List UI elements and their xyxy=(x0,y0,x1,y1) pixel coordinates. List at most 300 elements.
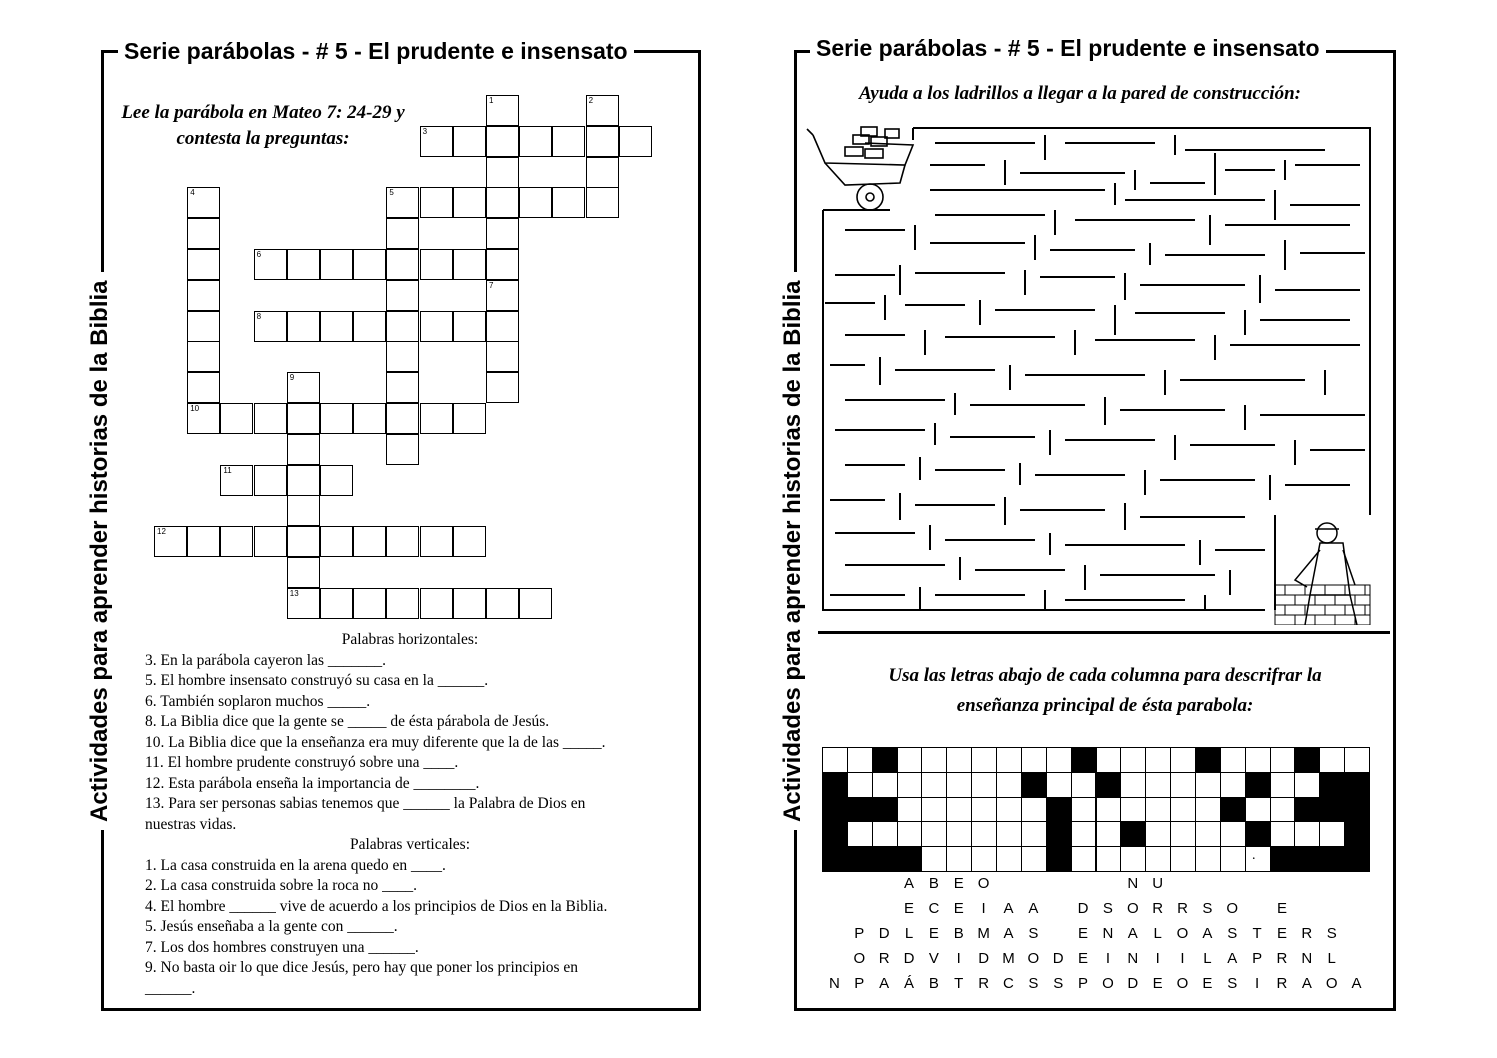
crossword-cell[interactable] xyxy=(320,403,353,434)
crossword-cell[interactable] xyxy=(154,526,187,557)
crossword-cell[interactable] xyxy=(287,249,320,280)
crossword-cell[interactable] xyxy=(287,588,320,619)
crossword-cell[interactable] xyxy=(320,526,353,557)
crossword-cell[interactable] xyxy=(287,465,320,496)
left-page-header: Serie parábolas - # 5 - El prudente e insensato xyxy=(118,38,634,65)
quote-cell[interactable] xyxy=(1294,821,1320,847)
quote-cell[interactable] xyxy=(946,797,972,823)
puzzle-instruction-line-2: enseñanza principal de ésta parabola: xyxy=(956,695,1254,716)
quote-cell xyxy=(1294,797,1320,823)
crossword-cell[interactable] xyxy=(187,372,220,403)
crossword-cell[interactable] xyxy=(353,249,386,280)
quote-cell xyxy=(1344,772,1370,798)
column-letter[interactable]: S xyxy=(1102,900,1113,917)
quote-cell xyxy=(822,772,848,798)
crossword-cell[interactable] xyxy=(453,187,486,218)
quote-cell[interactable] xyxy=(872,772,898,798)
quote-cell[interactable] xyxy=(1071,821,1097,847)
quote-cell[interactable] xyxy=(1245,846,1271,872)
column-letter[interactable]: A xyxy=(1127,925,1138,942)
crossword-cell[interactable] xyxy=(586,126,619,157)
column-letter[interactable]: S xyxy=(1028,925,1039,942)
crossword-cell[interactable] xyxy=(453,311,486,342)
horizontal-clue: 3. En la parábola cayeron las _______. xyxy=(145,651,387,669)
crossword-cell[interactable] xyxy=(220,403,253,434)
column-letter[interactable]: D xyxy=(978,950,990,967)
crossword-cell[interactable] xyxy=(187,403,220,434)
crossword-cell[interactable] xyxy=(420,187,453,218)
quote-cell[interactable] xyxy=(1270,821,1296,847)
quote-cell[interactable] xyxy=(921,821,947,847)
column-letter[interactable]: I xyxy=(956,950,961,967)
column-letter[interactable]: A xyxy=(1003,925,1014,942)
crossword-cell[interactable] xyxy=(486,157,519,188)
quote-cell[interactable] xyxy=(946,772,972,798)
crossword-cell[interactable] xyxy=(586,95,619,126)
quote-cell[interactable] xyxy=(1120,846,1146,872)
column-letter[interactable]: I xyxy=(1180,950,1185,967)
column-letter[interactable]: L xyxy=(1153,925,1162,942)
column-letter[interactable]: R xyxy=(1276,950,1288,967)
quote-cell[interactable] xyxy=(1145,797,1171,823)
crossword-cell[interactable] xyxy=(519,588,552,619)
column-letter[interactable]: O xyxy=(977,875,990,892)
column-letter[interactable]: D xyxy=(903,950,915,967)
crossword-cell[interactable] xyxy=(320,249,353,280)
crossword-clues xyxy=(145,630,685,999)
quote-cell[interactable] xyxy=(897,772,923,798)
quote-cell[interactable] xyxy=(1120,797,1146,823)
crossword-cell[interactable] xyxy=(486,588,519,619)
quote-cell xyxy=(1344,821,1370,847)
column-letter[interactable]: M xyxy=(977,925,990,942)
quote-cell[interactable] xyxy=(996,797,1022,823)
column-letter[interactable]: D xyxy=(1077,900,1089,917)
crossword-cell[interactable] xyxy=(353,311,386,342)
column-letter[interactable]: N xyxy=(829,975,840,992)
crossword-cell[interactable] xyxy=(386,187,419,218)
quote-cell[interactable] xyxy=(971,747,997,773)
crossword-cell[interactable] xyxy=(386,403,419,434)
wheelbarrow-bricks-icon xyxy=(807,127,913,210)
quote-cell[interactable] xyxy=(1145,772,1171,798)
quote-cell[interactable] xyxy=(1170,747,1196,773)
quote-cell[interactable] xyxy=(1195,772,1221,798)
crossword-cell[interactable] xyxy=(453,249,486,280)
vertical-clue: 2. La casa construida sobre la roca no ____. xyxy=(145,877,418,894)
quote-cell[interactable] xyxy=(1170,772,1196,798)
quote-cell[interactable] xyxy=(1120,772,1146,798)
column-letter[interactable]: N xyxy=(1301,950,1313,967)
quote-cell[interactable] xyxy=(921,846,947,872)
vertical-clue: 1. La casa construida en la arena quedo en ____. xyxy=(145,856,446,874)
column-letter[interactable]: R xyxy=(1276,975,1288,992)
crossword-cell[interactable] xyxy=(386,372,419,403)
crossword-cell[interactable] xyxy=(420,249,453,280)
horizontal-clue: 12. Esta parábola enseña la importancia de ________. xyxy=(145,774,480,792)
crossword-cell[interactable] xyxy=(420,126,453,157)
quote-cell[interactable] xyxy=(1145,846,1171,872)
crossword-cell[interactable] xyxy=(552,187,585,218)
crossword-cell[interactable] xyxy=(386,218,419,249)
column-letter[interactable]: P xyxy=(1252,950,1263,967)
crossword-cell[interactable] xyxy=(386,280,419,311)
column-letter[interactable]: A xyxy=(1301,975,1312,992)
quote-cell[interactable] xyxy=(847,747,873,773)
quote-cell[interactable] xyxy=(872,821,898,847)
column-letter[interactable]: O xyxy=(1325,975,1338,992)
crossword-cell[interactable] xyxy=(420,311,453,342)
crossword-cell[interactable] xyxy=(287,557,320,588)
quote-cell[interactable] xyxy=(1145,821,1171,847)
crossword-cell[interactable] xyxy=(386,249,419,280)
column-letter[interactable]: L xyxy=(1203,950,1212,967)
quote-cell[interactable] xyxy=(1319,821,1345,847)
crossword-cell[interactable] xyxy=(486,95,519,126)
vertical-clue: 4. El hombre ______ vive de acuerdo a los principios de Dios en la Biblia. xyxy=(145,897,608,915)
column-letter[interactable]: S xyxy=(1028,975,1039,992)
crossword-cell[interactable] xyxy=(287,311,320,342)
quote-cell[interactable] xyxy=(921,747,947,773)
section-divider xyxy=(818,631,1390,634)
crossword-cell[interactable] xyxy=(353,403,386,434)
quote-cell[interactable] xyxy=(1046,772,1072,798)
crossword-cell[interactable] xyxy=(619,126,652,157)
quote-cell[interactable] xyxy=(1294,772,1320,798)
column-letter[interactable]: O xyxy=(1176,975,1189,992)
column-letter[interactable]: S xyxy=(1227,925,1238,942)
quote-cell[interactable] xyxy=(996,772,1022,798)
crossword-cell[interactable] xyxy=(320,588,353,619)
column-letter[interactable]: E xyxy=(1276,925,1287,942)
crossword-cell[interactable] xyxy=(453,403,486,434)
crossword-cell[interactable] xyxy=(486,341,519,372)
crossword-cell[interactable] xyxy=(486,126,519,157)
crossword-cell[interactable] xyxy=(187,280,220,311)
column-letter[interactable]: R xyxy=(1152,900,1164,917)
quote-cell[interactable] xyxy=(1245,797,1271,823)
column-letter[interactable]: S xyxy=(1227,975,1238,992)
vertical-clue: ______. xyxy=(145,979,196,997)
column-letter[interactable]: A xyxy=(1351,975,1362,992)
crossword-cell[interactable] xyxy=(486,249,519,280)
quote-cell[interactable] xyxy=(1046,747,1072,773)
quote-cell xyxy=(1245,821,1271,847)
column-letter[interactable]: N xyxy=(1102,925,1114,942)
bricklayer-worker-icon xyxy=(1275,523,1370,625)
quote-cell[interactable] xyxy=(822,747,848,773)
quote-cell xyxy=(1071,747,1097,773)
column-letter[interactable]: O xyxy=(853,950,866,967)
horizontal-clue: 8. La Biblia dice que la gente se _____ de ésta párabola de Jesús. xyxy=(145,713,550,730)
clue-number: 2 xyxy=(588,96,594,105)
quote-cell[interactable] xyxy=(921,772,947,798)
quote-cell[interactable] xyxy=(1021,797,1047,823)
quote-cell[interactable] xyxy=(971,846,997,872)
grid-dot: . xyxy=(1252,848,1256,863)
column-letter[interactable]: N xyxy=(1127,875,1139,892)
right-page-header: Serie parábolas - # 5 - El prudente e insensato xyxy=(810,35,1326,62)
column-letter[interactable]: T xyxy=(954,975,964,992)
quote-cell[interactable] xyxy=(1071,772,1097,798)
column-letter[interactable]: S xyxy=(1053,975,1064,992)
quote-cell[interactable] xyxy=(1195,846,1221,872)
column-letter[interactable]: E xyxy=(1078,950,1089,967)
column-letter[interactable]: S xyxy=(1326,925,1337,942)
crossword-cell[interactable] xyxy=(586,157,619,188)
quote-cell[interactable] xyxy=(1071,797,1097,823)
crossword-cell[interactable] xyxy=(187,311,220,342)
clue-number: 6 xyxy=(256,250,262,259)
crossword-cell[interactable] xyxy=(287,526,320,557)
crossword-cell[interactable] xyxy=(187,187,220,218)
column-letter[interactable]: O xyxy=(1102,975,1114,992)
column-letter[interactable]: A xyxy=(1227,950,1238,967)
column-letter[interactable]: A xyxy=(904,875,915,892)
quote-cell[interactable] xyxy=(1170,846,1196,872)
crossword-cell[interactable] xyxy=(187,341,220,372)
quote-cell xyxy=(1294,747,1320,773)
crossword-cell[interactable] xyxy=(187,526,220,557)
column-letter[interactable]: N xyxy=(1127,950,1139,967)
quote-cell xyxy=(822,797,848,823)
crossword-cell[interactable] xyxy=(187,218,220,249)
quote-cell xyxy=(1195,747,1221,773)
column-letter[interactable]: P xyxy=(854,925,865,942)
crossword-cell[interactable] xyxy=(320,465,353,496)
quote-cell[interactable] xyxy=(1245,747,1271,773)
crossword-cell[interactable] xyxy=(187,249,220,280)
crossword-cell[interactable] xyxy=(386,311,419,342)
quote-cell[interactable] xyxy=(1096,797,1122,823)
column-letter[interactable]: C xyxy=(1003,975,1014,992)
horizontal-clue: 6. También soplaron muchos _____. xyxy=(145,692,371,710)
clue-number: 10 xyxy=(190,404,200,413)
column-letter[interactable]: O xyxy=(1176,925,1189,942)
quote-cell[interactable] xyxy=(1170,821,1196,847)
column-letter[interactable]: B xyxy=(928,975,939,992)
column-letter[interactable]: S xyxy=(1202,900,1213,917)
column-letter[interactable]: O xyxy=(1126,900,1139,917)
crossword-cell[interactable] xyxy=(453,126,486,157)
clue-number: 13 xyxy=(289,588,299,598)
quote-cell[interactable] xyxy=(1071,846,1097,872)
crossword-cell[interactable] xyxy=(254,311,287,342)
crossword-cell[interactable] xyxy=(287,495,320,526)
quote-cell[interactable] xyxy=(1120,747,1146,773)
quote-cell[interactable] xyxy=(1344,747,1370,773)
column-letter[interactable]: B xyxy=(953,925,964,942)
left-side-title: Actividades para aprender historias de la Biblia xyxy=(86,272,114,830)
crossword-cell[interactable] xyxy=(486,372,519,403)
crossword-cell[interactable] xyxy=(287,434,320,465)
horizontal-words-title: Palabras horizontales: xyxy=(341,631,479,648)
quote-cell xyxy=(1319,797,1345,823)
crossword-cell[interactable] xyxy=(220,465,253,496)
column-letter[interactable]: R xyxy=(978,975,990,992)
column-letter[interactable]: C xyxy=(928,900,940,917)
column-letter[interactable]: P xyxy=(1078,975,1089,992)
horizontal-clue: 11. El hombre prudente construyó sobre una ____. xyxy=(145,754,459,771)
quote-cell[interactable] xyxy=(1021,747,1047,773)
column-letter[interactable]: R xyxy=(1177,900,1188,917)
column-letter[interactable]: D xyxy=(1127,975,1139,992)
quote-cell xyxy=(1245,772,1271,798)
crossword-cell[interactable] xyxy=(519,187,552,218)
column-letter[interactable]: I xyxy=(981,900,986,917)
crossword-cell[interactable] xyxy=(586,187,619,218)
column-letter[interactable]: D xyxy=(878,925,890,942)
quote-cell[interactable] xyxy=(897,747,923,773)
clue-number: 5 xyxy=(389,188,394,198)
quote-cell[interactable] xyxy=(1145,747,1171,773)
crossword-cell[interactable] xyxy=(486,311,519,342)
quote-cell xyxy=(1021,772,1047,798)
crossword-cell[interactable] xyxy=(353,526,386,557)
column-letter[interactable]: E xyxy=(1152,975,1163,992)
column-letter[interactable]: A xyxy=(1202,925,1213,942)
column-letter[interactable]: U xyxy=(1152,875,1164,892)
crossword-intro: Lee la parábola en Mateo 7: 24-29 y contesta la preguntas: xyxy=(121,102,405,149)
drop-quote-grid xyxy=(822,747,1369,871)
column-letter[interactable]: T xyxy=(1252,925,1262,942)
column-letter[interactable]: E xyxy=(953,875,964,892)
quote-cell[interactable] xyxy=(971,821,997,847)
crossword-cell[interactable] xyxy=(287,403,320,434)
quote-cell[interactable] xyxy=(1270,747,1296,773)
quote-cell[interactable] xyxy=(897,821,923,847)
crossword-cell[interactable] xyxy=(453,526,486,557)
quote-cell[interactable] xyxy=(1096,821,1122,847)
quote-cell xyxy=(1344,846,1370,872)
maze-walls xyxy=(823,128,1370,610)
crossword-cell[interactable] xyxy=(254,465,287,496)
vertical-words-title: Palabras verticales: xyxy=(349,836,471,853)
horizontal-clue: 13. Para ser personas sabias tenemos que ______ la Palabra de Dios en xyxy=(145,795,586,812)
maze-instruction: Ayuda a los ladrillos a llegar a la pared de construcción: xyxy=(859,83,1301,104)
crossword-cell[interactable] xyxy=(519,126,552,157)
column-letter[interactable]: Á xyxy=(904,975,915,992)
crossword-cell[interactable] xyxy=(386,588,419,619)
quote-cell xyxy=(822,846,848,872)
quote-cell[interactable] xyxy=(921,797,947,823)
quote-cell[interactable] xyxy=(847,772,873,798)
column-letter[interactable]: E xyxy=(953,900,964,917)
quote-cell[interactable] xyxy=(971,772,997,798)
crossword-cell[interactable] xyxy=(386,434,419,465)
quote-cell[interactable] xyxy=(1270,797,1296,823)
column-letter[interactable]: E xyxy=(1078,925,1089,942)
quote-cell[interactable] xyxy=(1270,772,1296,798)
column-letter[interactable]: P xyxy=(854,975,865,992)
clue-number: 7 xyxy=(489,280,494,290)
maze xyxy=(805,125,1380,625)
quote-cell[interactable] xyxy=(1220,846,1246,872)
column-letter[interactable]: A xyxy=(1003,900,1014,917)
crossword-cell[interactable] xyxy=(254,403,287,434)
crossword-cell[interactable] xyxy=(453,588,486,619)
quote-cell[interactable] xyxy=(1170,797,1196,823)
quote-cell xyxy=(872,797,898,823)
quote-cell[interactable] xyxy=(1195,797,1221,823)
column-letter[interactable]: I xyxy=(1155,950,1160,967)
vertical-clue: 5. Jesús enseñaba a la gente con ______. xyxy=(145,918,398,935)
quote-cell[interactable] xyxy=(1195,821,1221,847)
column-letter[interactable]: O xyxy=(1226,900,1239,917)
quote-cell xyxy=(847,797,873,823)
quote-cell[interactable] xyxy=(1220,821,1246,847)
column-letter[interactable]: E xyxy=(904,900,915,917)
crossword-cell[interactable] xyxy=(220,526,253,557)
crossword-cell[interactable] xyxy=(486,280,519,311)
clue-number: 4 xyxy=(190,188,195,198)
column-letter[interactable]: I xyxy=(1255,975,1260,992)
crossword-cell[interactable] xyxy=(486,218,519,249)
crossword-cell[interactable] xyxy=(386,341,419,372)
column-letter[interactable]: R xyxy=(878,950,890,967)
quote-cell[interactable] xyxy=(847,821,873,847)
column-letter[interactable]: E xyxy=(1202,975,1213,992)
column-letter[interactable]: B xyxy=(928,875,939,892)
quote-cell[interactable] xyxy=(1096,846,1122,872)
column-letter[interactable]: V xyxy=(928,950,939,967)
column-letter[interactable]: A xyxy=(879,975,890,992)
quote-cell xyxy=(1319,846,1345,872)
column-letter[interactable]: M xyxy=(1002,950,1015,967)
crossword-cell[interactable] xyxy=(486,187,519,218)
crossword-cell[interactable] xyxy=(420,588,453,619)
quote-cell[interactable] xyxy=(897,797,923,823)
quote-cell[interactable] xyxy=(996,846,1022,872)
column-letter[interactable]: I xyxy=(1105,950,1110,967)
quote-cell[interactable] xyxy=(996,747,1022,773)
column-letter[interactable]: A xyxy=(1028,900,1039,917)
crossword-cell[interactable] xyxy=(420,526,453,557)
column-letter[interactable]: E xyxy=(1276,900,1287,917)
crossword-cell[interactable] xyxy=(420,403,453,434)
quote-cell[interactable] xyxy=(946,821,972,847)
quote-cell[interactable] xyxy=(1021,846,1047,872)
column-letter[interactable]: D xyxy=(1052,950,1064,967)
quote-cell[interactable] xyxy=(971,797,997,823)
crossword-cell[interactable] xyxy=(353,588,386,619)
crossword-cell[interactable] xyxy=(254,249,287,280)
column-letter[interactable]: L xyxy=(904,925,914,942)
crossword-cell[interactable] xyxy=(254,526,287,557)
quote-cell xyxy=(1344,797,1370,823)
quote-cell[interactable] xyxy=(946,846,972,872)
crossword-cell[interactable] xyxy=(552,126,585,157)
column-letter[interactable]: L xyxy=(1327,950,1336,967)
quote-cell[interactable] xyxy=(1096,747,1122,773)
crossword-cell[interactable] xyxy=(320,311,353,342)
vertical-clue: 9. No basta oir lo que dice Jesús, pero hay que poner los principios en xyxy=(145,959,579,976)
column-letter[interactable]: R xyxy=(1301,925,1313,942)
column-letter[interactable]: O xyxy=(1027,950,1040,967)
quote-cell[interactable] xyxy=(996,821,1022,847)
clue-number: 11 xyxy=(223,465,232,475)
quote-cell xyxy=(1319,772,1345,798)
quote-cell[interactable] xyxy=(1319,747,1345,773)
quote-cell[interactable] xyxy=(946,747,972,773)
quote-cell[interactable] xyxy=(1021,821,1047,847)
quote-cell xyxy=(1046,797,1072,823)
quote-cell[interactable] xyxy=(1220,747,1246,773)
crossword-cell[interactable] xyxy=(386,526,419,557)
quote-cell[interactable] xyxy=(1220,772,1246,798)
crossword-cell[interactable] xyxy=(287,372,320,403)
column-letter[interactable]: E xyxy=(928,925,939,942)
